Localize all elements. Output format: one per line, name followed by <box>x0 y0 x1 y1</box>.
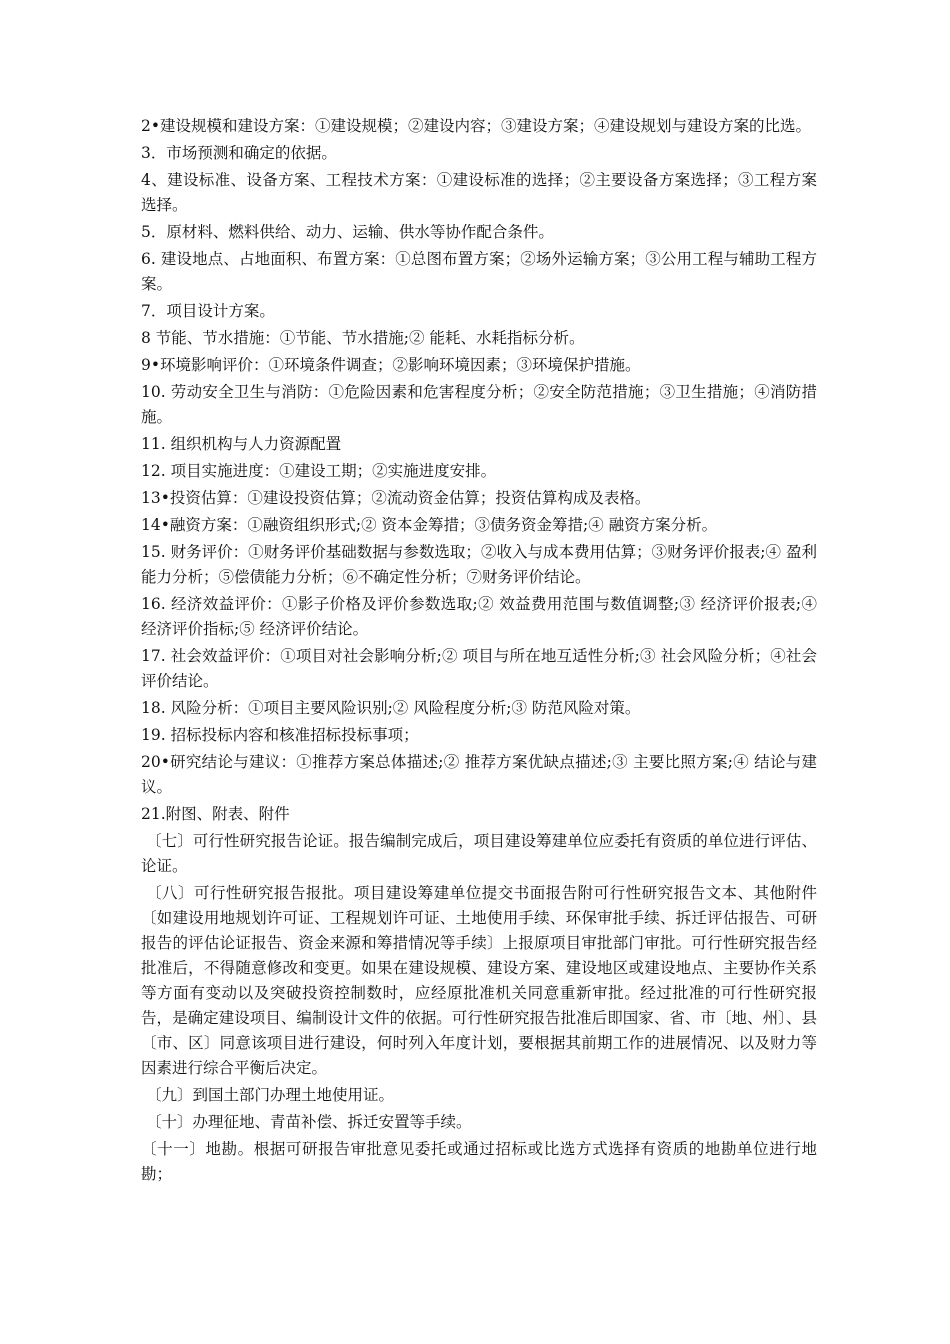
section-paragraph-10: 〔十〕办理征地、青苗补偿、拆迁安置等手续。 <box>146 1113 472 1131</box>
paragraph-item-4: 4、建设标准、设备方案、工程技术方案：①建设标准的选择；②主要设备方案选择；③工程方案选择。 <box>141 171 817 214</box>
paragraph-item-5: 5．原材料、燃料供给、动力、运输、供水等协作配合条件。 <box>141 223 554 241</box>
paragraph-item-10: 10. 劳动安全卫生与消防：①危险因素和危害程度分析；②安全防范措施；③卫生措施；④消防措施。 <box>141 383 817 426</box>
section-paragraph-11: 〔十一〕地勘。根据可研报告审批意见委托或通过招标或比选方式选择有资质的地勘单位进行地勘； <box>141 1140 817 1183</box>
section-paragraph-8: 〔八〕可行性研究报告报批。项目建设筹建单位提交书面报告附可行性研究报告文本、其他附件〔如建设用地规划许可证、工程规划许可证、土地使用手续、环保审批手续、拆迁评估报告、可研报告的评估论证报告、资金来源和筹措情况等手续〕上报原项目审批部门审批。可行性研究报告经批准后，不得随意修改和变更。如果在建设规模、建设方案、建设地区或建设地点、主要协作关系等方面有变动以及突破投资控制数时，应经原批准机关同意重新审批。经过批准的可行性研究报告，是确定建设项目、编制设计文件的依据。可行性研究报告批准后即国家、省、市〔地、州〕、县〔市、区〕同意该项目进行建设，何时列入年度计划，要根据其前期工作的进展情况、以及财力等因素进行综合平衡后决定。 <box>141 884 817 1077</box>
paragraph-item-15: 15. 财务评价：①财务评价基础数据与参数选取；②收入与成本费用估算；③财务评价报表;④ 盈利能力分析；⑤偿债能力分析；⑥不确定性分析；⑦财务评价结论。 <box>141 543 817 586</box>
paragraph-item-19: 19. 招标投标内容和核准招标投标事项； <box>141 726 419 744</box>
paragraph-item-14: 14•融资方案：①融资组织形式;② 资本金筹措；③债务资金筹措;④ 融资方案分析。 <box>141 516 718 534</box>
section-paragraph-9: 〔九〕到国土部门办理土地使用证。 <box>146 1086 395 1104</box>
paragraph-item-17: 17. 社会效益评价：①项目对社会影响分析;② 项目与所在地互适性分析;③ 社会风险分析；④社会评价结论。 <box>141 647 817 690</box>
paragraph-item-6: 6. 建设地点、占地面积、布置方案：①总图布置方案；②场外运输方案；③公用工程与辅助工程方案。 <box>141 250 817 293</box>
paragraph-item-3: 3．市场预测和确定的依据。 <box>141 144 337 162</box>
paragraph-item-18: 18. 风险分析：①项目主要风险识别;② 风险程度分析;③ 防范风险对策。 <box>141 699 641 717</box>
paragraph-item-20: 20•研究结论与建议：①推荐方案总体描述;② 推荐方案优缺点描述;③ 主要比照方案;④ 结论与建议。 <box>141 753 817 796</box>
paragraph-item-16: 16. 经济效益评价：①影子价格及评价参数选取;② 效益费用范围与数值调整;③ 经济评价报表;④ 经济评价指标;⑤ 经济评价结论。 <box>141 595 817 638</box>
paragraph-item-12: 12. 项目实施进度：①建设工期；②实施进度安排。 <box>141 462 497 480</box>
paragraph-item-8: 8 节能、节水措施：①节能、节水措施;② 能耗、水耗指标分析。 <box>141 329 585 347</box>
paragraph-item-9: 9•环境影响评价：①环境条件调查；②影响环境因素；③环境保护措施。 <box>141 356 641 374</box>
paragraph-item-13: 13•投资估算：①建设投资估算；②流动资金估算；投资估算构成及表格。 <box>141 489 651 507</box>
paragraph-item-7: 7．项目设计方案。 <box>141 302 275 320</box>
paragraph-item-2: 2•建设规模和建设方案：①建设规模；②建设内容；③建设方案；④建设规划与建设方案的比选。 <box>141 117 812 135</box>
paragraph-item-21: 21.附图、附表、附件 <box>141 805 290 823</box>
document-body <box>141 114 817 1189</box>
section-paragraph-7: 〔七〕可行性研究报告论证。报告编制完成后，项目建设筹建单位应委托有资质的单位进行评估、论证。 <box>141 832 817 875</box>
paragraph-item-11: 11. 组织机构与人力资源配置 <box>141 435 342 453</box>
